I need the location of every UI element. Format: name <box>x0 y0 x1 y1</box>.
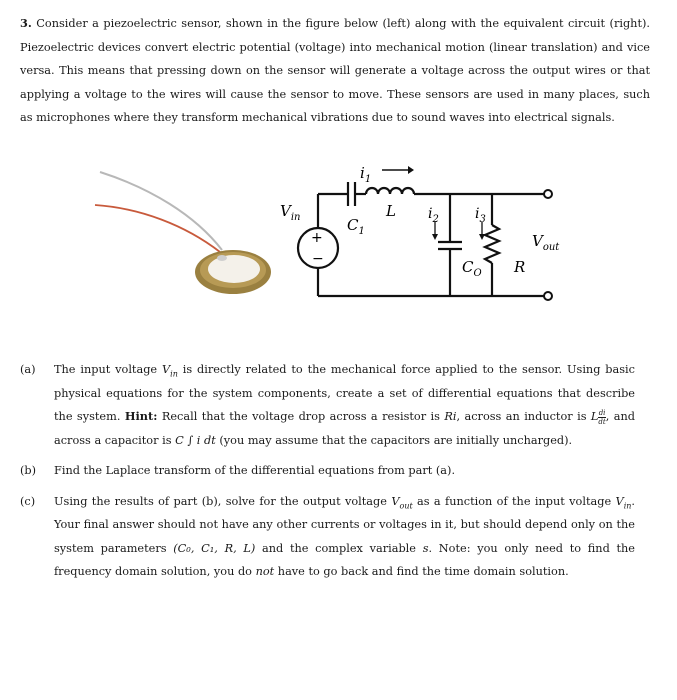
piezo-sensor-image <box>95 172 271 294</box>
part-a-frac-den: dt <box>598 417 606 426</box>
label-i2: $i_2$ <box>428 206 439 225</box>
part-c <box>20 490 635 584</box>
part-c-text6: have to go back and find the time domain solution. <box>274 565 569 578</box>
part-a-text1: The input voltage <box>54 363 162 376</box>
part-c-params: (C₀, C₁, R, L) <box>173 541 256 555</box>
circuit-diagram <box>298 182 545 296</box>
part-a-ri: Ri <box>444 410 457 423</box>
part-c-vout: V <box>391 494 400 508</box>
label-c1: $C_1$ <box>347 216 365 237</box>
part-a-text2: is directly related to the mechanical force applied to the sensor. Using basic physical equations for the system components, create a set of differential equations that describe the system. <box>54 363 635 423</box>
problem-intro-text: Consider a piezoelectric sensor, shown in the figure below (left) along with the equivalent circuit (right). Piezoelectric devices convert electric potential (voltage) into mechanical motion (linear translation) and vice versa. This means that pressing down on the sensor will generate a voltage across the output wires or that applying a voltage to the wires will cause the sensor to move. These sensors are used in many places, such as microphones where they transform mechanical vibrations due to sound waves into electrical signals. <box>20 17 651 124</box>
part-c-text3: . Your final answer should not have any other currents or voltages in it, but should depend only on the system parameters <box>54 494 635 555</box>
part-c-text5: . Note: you only need to find the frequency domain solution, you do <box>54 541 635 578</box>
label-vout: $V_{out}$ <box>532 232 560 253</box>
i3-arrow-head <box>479 234 485 240</box>
label-i1: $i_1$ <box>360 164 372 185</box>
part-a-l: L <box>590 410 599 423</box>
figure-svg <box>0 150 677 315</box>
part-a-vin: V <box>161 363 171 376</box>
problem-number: 3. <box>20 16 32 30</box>
label-r: R <box>514 258 526 276</box>
part-c-vin: V <box>615 494 624 508</box>
terminal-bottom <box>544 292 552 300</box>
part-a-label: (a) <box>20 363 36 376</box>
part-c-text1: Using the results of part (b), solve for the output voltage <box>54 494 392 508</box>
part-b <box>20 459 635 483</box>
label-c0: $C_O$ <box>462 258 482 279</box>
part-a-vin-sub: in <box>170 369 178 379</box>
part-a-fraction <box>598 409 605 426</box>
label-i3: $i_3$ <box>475 206 486 225</box>
resistor-r <box>485 225 499 263</box>
solder-point <box>217 255 227 261</box>
piezo-disc-ceramic <box>208 255 260 283</box>
label-l: L <box>386 202 396 220</box>
part-c-label: (c) <box>20 494 36 508</box>
i2-arrow-head <box>432 234 438 240</box>
part-a-frac-num: di <box>598 408 606 417</box>
terminal-top <box>544 190 552 198</box>
label-plus: + <box>311 230 323 246</box>
sensor-wire-gray <box>100 172 222 250</box>
part-a-hint-label: Hint: <box>124 409 158 423</box>
inductor-l <box>366 188 414 194</box>
part-b-label: (b) <box>20 464 37 477</box>
part-a-text6: (you may assume that the capacitors are initially uncharged). <box>215 433 573 447</box>
part-a <box>20 358 635 452</box>
label-minus: − <box>312 251 324 267</box>
part-c-vin-sub: in <box>623 500 632 510</box>
part-a-cint: C ∫ i dt <box>175 433 216 447</box>
part-a-text4: , across an inductor is <box>456 410 591 423</box>
part-c-s: s <box>422 541 429 555</box>
question-parts <box>20 358 635 591</box>
part-c-text4: and the complex variable <box>255 541 423 555</box>
figure <box>0 150 677 315</box>
label-vin: $V_{in}$ <box>280 202 301 223</box>
problem-intro <box>20 12 650 130</box>
part-c-text2: as a function of the input voltage <box>412 494 616 508</box>
part-a-text5: , and across a capacitor is <box>54 410 635 447</box>
part-a-text3: Recall that the voltage drop across a resistor is <box>157 410 445 423</box>
part-b-text: Find the Laplace transform of the differential equations from part (a). <box>54 464 456 477</box>
part-c-vout-sub: out <box>399 500 413 510</box>
part-c-not: not <box>255 565 275 578</box>
i1-arrow-head <box>408 166 414 174</box>
